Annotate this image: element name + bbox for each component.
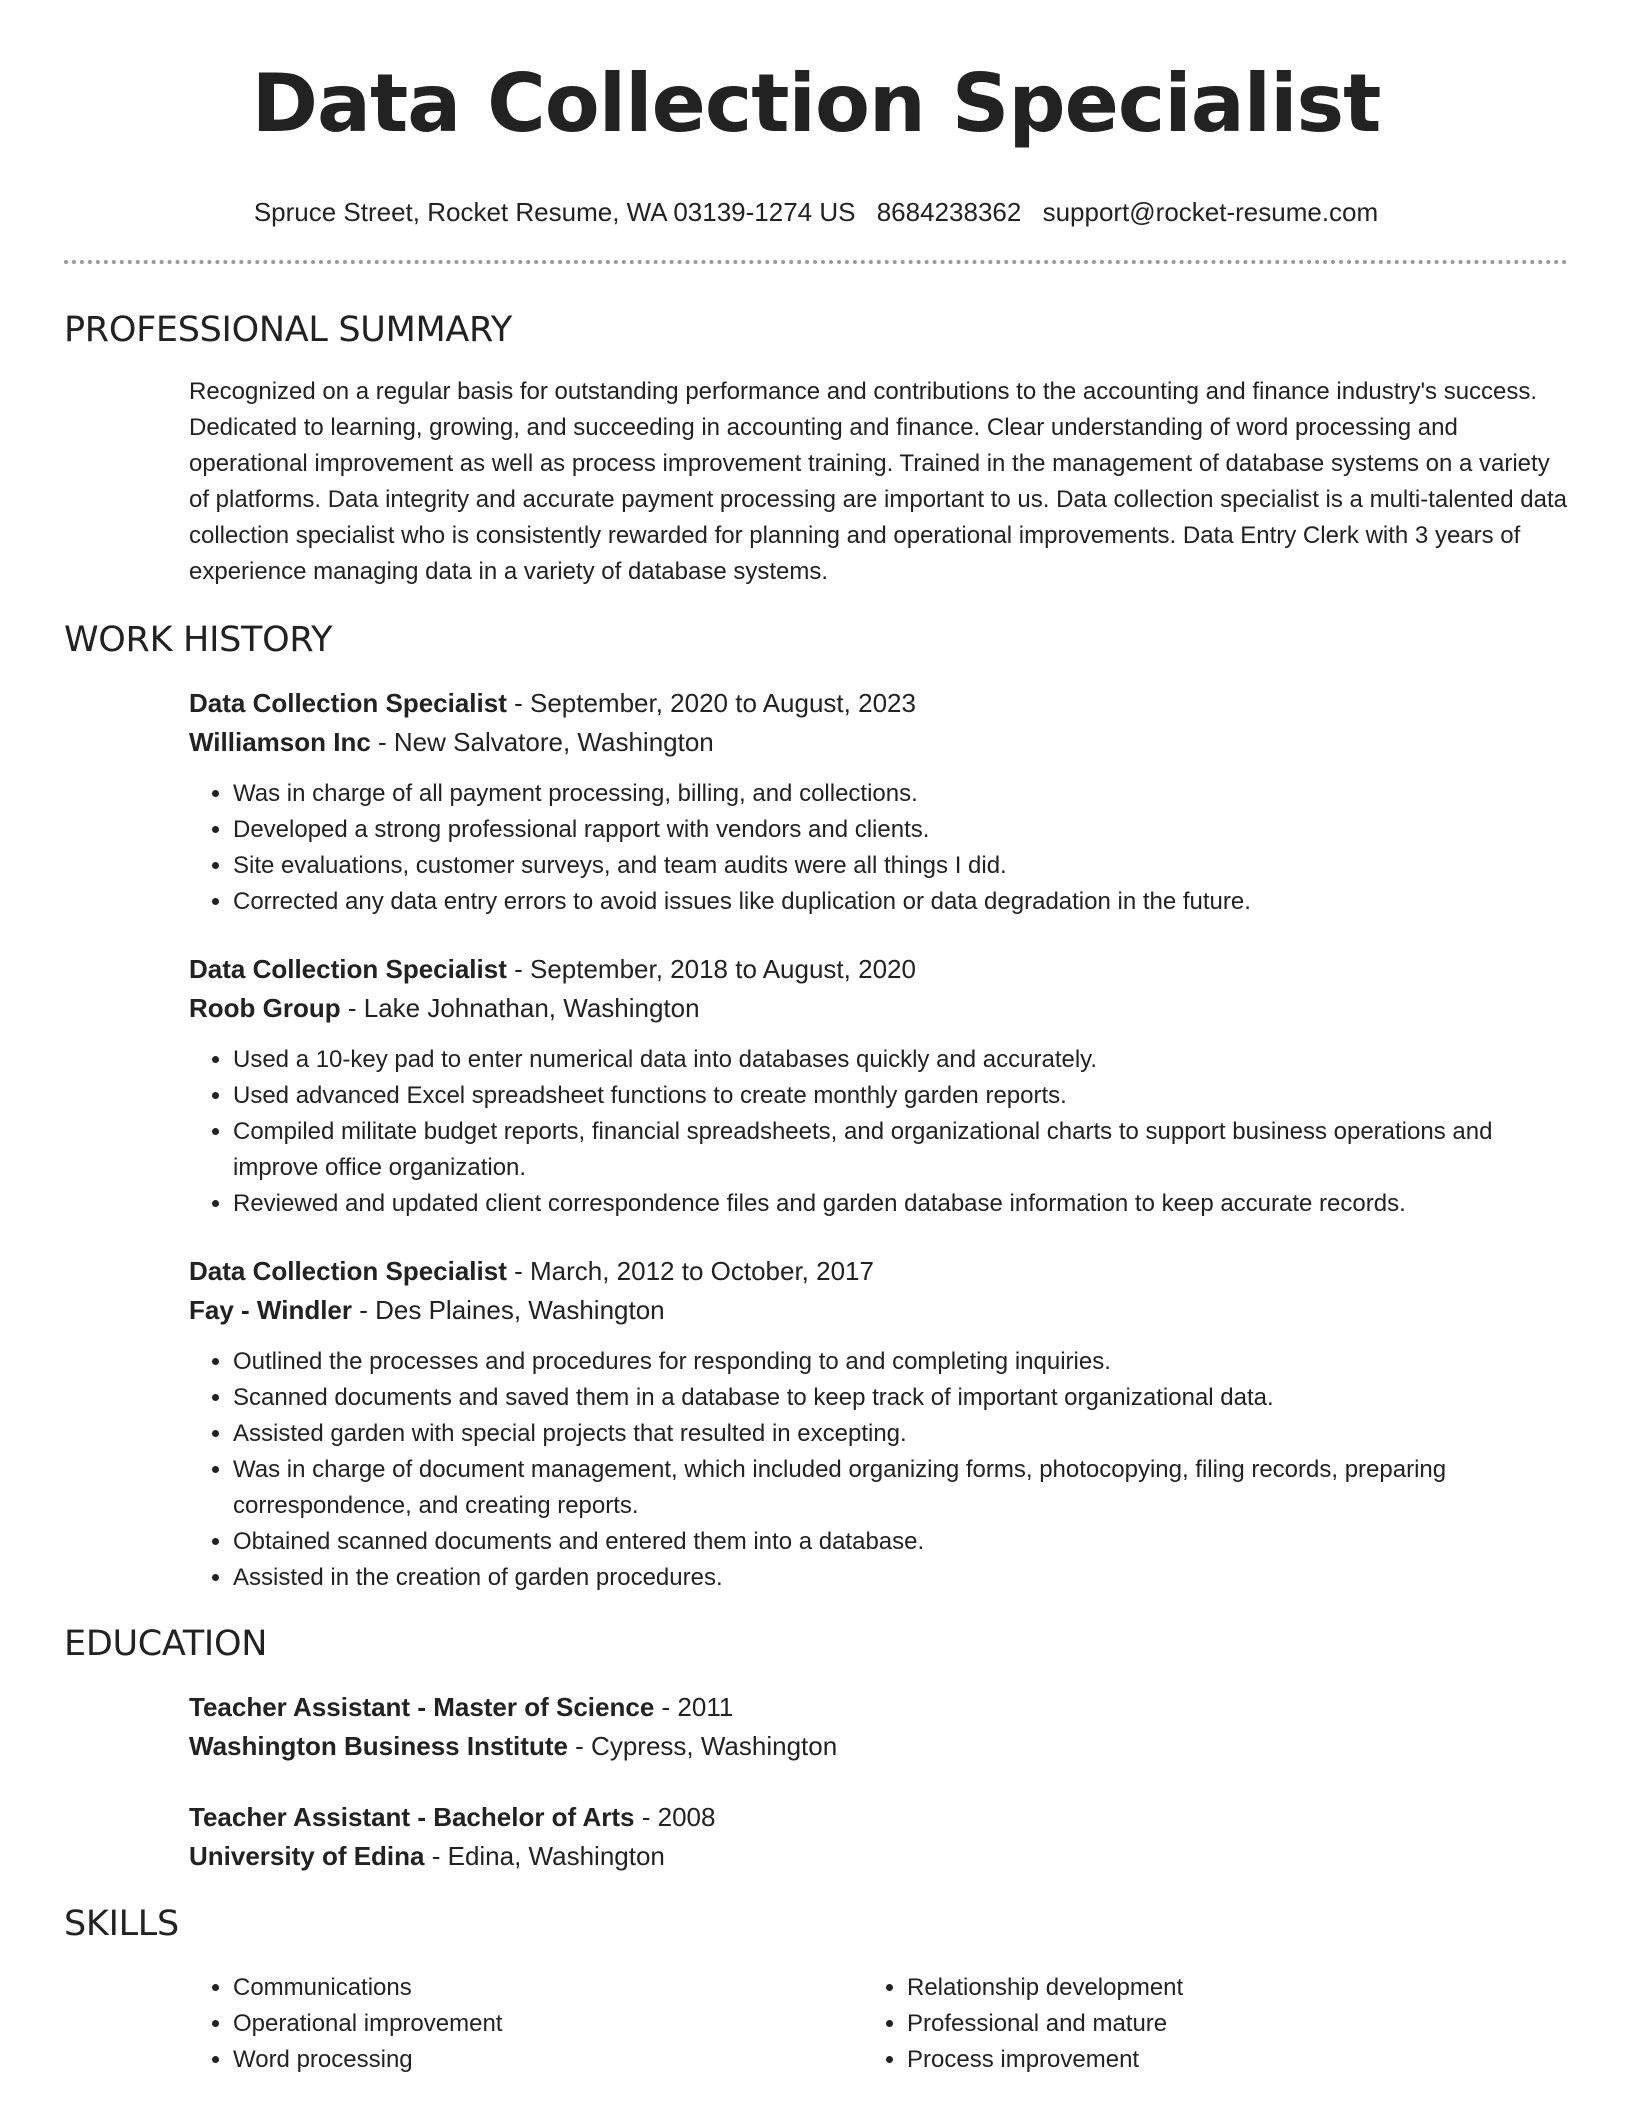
- job-bullets: [189, 1042, 1568, 1222]
- section-title-skills: SKILLS: [64, 1904, 179, 1944]
- job-bullet: • Site evaluations, customer surveys, and team audits were all things I did.: [233, 848, 1568, 884]
- section-title-education: EDUCATION: [64, 1624, 268, 1664]
- skill-item: • Communications: [233, 1970, 863, 2006]
- job-bullet: • Reviewed and updated client correspondence files and garden database information to keep accurate records.: [233, 1186, 1568, 1222]
- job-dates: - September, 2020 to August, 2023: [506, 688, 916, 718]
- summary-text: Recognized on a regular basis for outstanding performance and contributions to the accounting and finance industry's success. Dedicated to learning, growing, and succeeding in accounting and finance. Clear understanding of word processing and operational improvement as well as process improvement training. Trained in the management of database systems on a variety of platforms. Data integrity and accurate payment processing are important to us. Data collection specialist is a multi-talented data collection specialist who is consistently rewarded for planning and operational improvements. Data Entry Clerk with 3 years of experience managing data in a variety of database systems.: [189, 378, 1568, 585]
- skills-list-left: [189, 1970, 863, 2078]
- skill-item: • Operational improvement: [233, 2006, 863, 2042]
- job-bullet: • Used a 10-key pad to enter numerical data into databases quickly and accurately.: [233, 1042, 1568, 1078]
- education-year: - 2008: [634, 1802, 716, 1832]
- contact-phone: 8684238362: [876, 197, 1022, 227]
- job-entry: [189, 950, 1568, 1222]
- job-role-line: [189, 684, 1568, 723]
- job-entry: [189, 684, 1568, 920]
- section-title-summary: PROFESSIONAL SUMMARY: [64, 310, 512, 350]
- job-dates: - September, 2018 to August, 2020: [506, 954, 916, 984]
- skill-item: • Process improvement: [907, 2042, 1537, 2078]
- education-school-line: [189, 1837, 1568, 1876]
- job-company: Roob Group: [189, 993, 341, 1023]
- job-bullet: • Was in charge of document management, which included organizing forms, photocopying, filing records, preparing correspondence, and creating reports.: [233, 1452, 1568, 1524]
- job-role: Data Collection Specialist: [189, 954, 507, 984]
- candidate-name: Data Collection Specialist: [251, 57, 1381, 150]
- skills-list-right: [863, 1970, 1537, 2078]
- job-entry: [189, 1252, 1568, 1596]
- job-bullet: • Assisted in the creation of garden procedures.: [233, 1560, 1568, 1596]
- education-entry: [189, 1798, 1568, 1876]
- job-location: - Des Plaines, Washington: [352, 1295, 665, 1325]
- job-company-line: [189, 989, 1568, 1028]
- job-company: Fay - Windler: [189, 1295, 353, 1325]
- education-school: University of Edina: [189, 1841, 425, 1871]
- education-school-line: [189, 1727, 1568, 1766]
- job-bullet: • Corrected any data entry errors to avoid issues like duplication or data degradation in the future.: [233, 884, 1568, 920]
- job-role: Data Collection Specialist: [189, 688, 507, 718]
- resume-header: [64, 0, 1568, 228]
- job-bullet: • Was in charge of all payment processing, billing, and collections.: [233, 776, 1568, 812]
- job-location: - New Salvatore, Washington: [370, 727, 714, 757]
- section-title-work: WORK HISTORY: [64, 620, 333, 660]
- education-degree-line: [189, 1798, 1568, 1837]
- skills-section: [64, 1902, 1568, 2078]
- job-bullets: [189, 776, 1568, 920]
- skill-item: • Professional and mature: [907, 2006, 1537, 2042]
- job-bullets: [189, 1344, 1568, 1596]
- education-degree: Teacher Assistant - Bachelor of Arts: [189, 1802, 635, 1832]
- job-role-line: [189, 950, 1568, 989]
- education-year: - 2011: [654, 1692, 734, 1722]
- education-degree-line: [189, 1688, 1568, 1727]
- education-entry: [189, 1688, 1568, 1766]
- work-history-section: [64, 618, 1568, 1596]
- job-bullet: • Outlined the processes and procedures for responding to and completing inquiries.: [233, 1344, 1568, 1380]
- job-role: Data Collection Specialist: [189, 1256, 507, 1286]
- education-section: [64, 1622, 1568, 1876]
- job-bullet: • Scanned documents and saved them in a database to keep track of important organizational data.: [233, 1380, 1568, 1416]
- job-bullet: • Used advanced Excel spreadsheet functions to create monthly garden reports.: [233, 1078, 1568, 1114]
- job-company: Williamson Inc: [189, 727, 371, 757]
- education-school: Washington Business Institute: [189, 1731, 568, 1761]
- job-location: - Lake Johnathan, Washington: [340, 993, 700, 1023]
- job-role-line: [189, 1252, 1568, 1291]
- job-dates: - March, 2012 to October, 2017: [506, 1256, 874, 1286]
- contact-email: support@rocket-resume.com: [1042, 197, 1379, 227]
- education-location: - Edina, Washington: [424, 1841, 665, 1871]
- job-bullet: • Obtained scanned documents and entered them into a database.: [233, 1524, 1568, 1560]
- education-location: - Cypress, Washington: [567, 1731, 838, 1761]
- education-degree: Teacher Assistant - Master of Science: [189, 1692, 655, 1722]
- contact-address: Spruce Street, Rocket Resume, WA 03139-1274 US: [253, 197, 856, 227]
- professional-summary-section: [64, 308, 1568, 590]
- skill-item: • Relationship development: [907, 1970, 1537, 2006]
- job-bullet: • Compiled militate budget reports, financial spreadsheets, and organizational charts to support business operations and improve office organization.: [233, 1114, 1568, 1186]
- job-bullet: • Assisted garden with special projects that resulted in excepting.: [233, 1416, 1568, 1452]
- contact-line: [64, 196, 1568, 228]
- skills-columns: [189, 1970, 1568, 2078]
- job-bullet: • Developed a strong professional rapport with vendors and clients.: [233, 812, 1568, 848]
- job-company-line: [189, 723, 1568, 762]
- header-divider: [64, 260, 1568, 264]
- skill-item: • Word processing: [233, 2042, 863, 2078]
- job-company-line: [189, 1291, 1568, 1330]
